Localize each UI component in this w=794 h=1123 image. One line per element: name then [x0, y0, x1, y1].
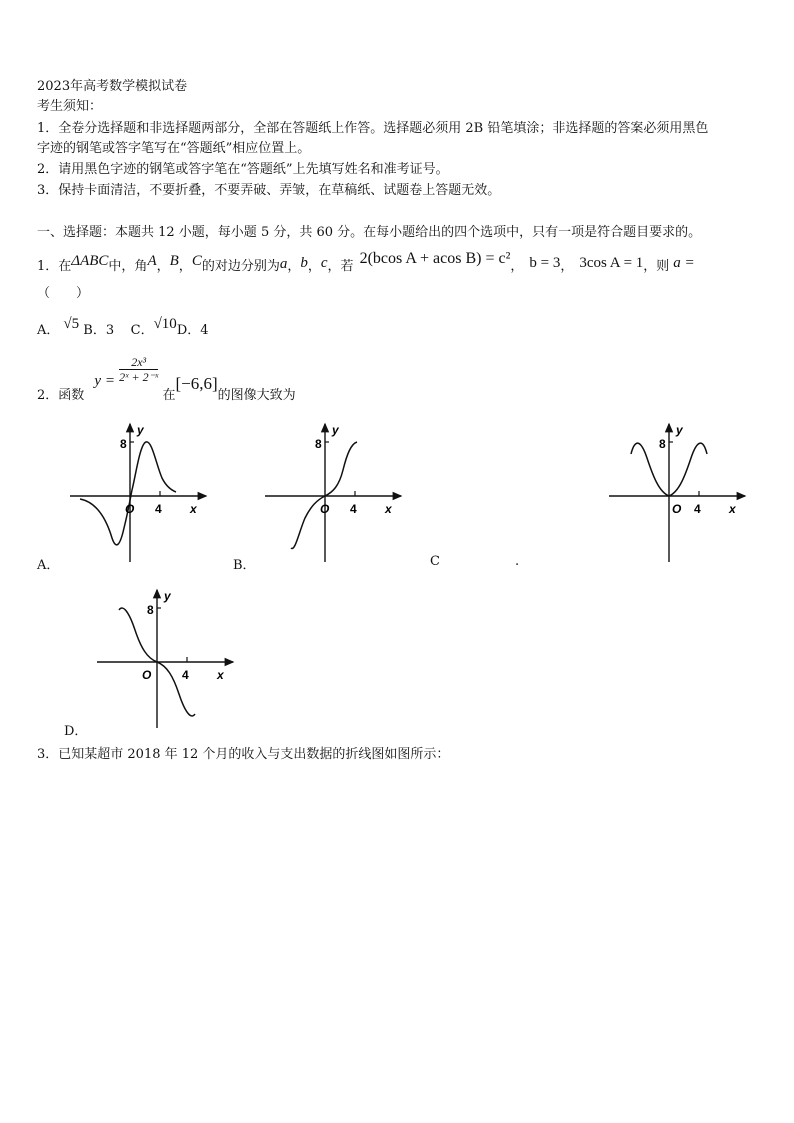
q2-formula-numerator: 2x³ [119, 355, 158, 370]
q1-text: ，若 [327, 259, 354, 274]
svg-text:y: y [137, 423, 144, 437]
graph-label-d: D． [64, 724, 88, 739]
q1-answer-var: a = [673, 255, 695, 271]
q1-side-b: b [300, 255, 308, 271]
graph-label-c: C [430, 554, 440, 569]
q2-text: 的图像大致为 [217, 388, 296, 403]
svg-text:4: 4 [694, 502, 701, 516]
q2-num: 2．函数 [37, 388, 85, 403]
question-3: 3．已知某超市 2018 年 12 个月的收入与支出数据的折线图如图所示： [37, 747, 450, 762]
q1-side-c: c [320, 255, 328, 271]
q1-triangle: ΔABC [71, 253, 109, 269]
q1-equation-2: b = 3 [529, 255, 561, 271]
graph-label-c-dot: . [515, 554, 520, 569]
graph-option-c [607, 420, 752, 569]
q1-text: 的对边分别为 [201, 259, 280, 274]
q2-text: 在 [162, 388, 176, 403]
q1-option-c: C． [130, 323, 154, 338]
q1-text: ，则 [643, 259, 670, 274]
question-1: 1．在ΔABC中，角A，B，C的对边分别为a，b，c，若 2(bcos A + acos B) = c²， b = 3， 3cos A = 1，则 a = [37, 250, 695, 274]
svg-text:O: O [125, 502, 135, 516]
svg-text:4: 4 [350, 502, 357, 516]
graph-option-a [68, 420, 213, 569]
svg-text:4: 4 [155, 502, 162, 516]
svg-text:x: x [190, 502, 197, 516]
graph-label-a: A． [37, 558, 60, 573]
svg-text:y: y [332, 423, 339, 437]
q2-interval: [−6,6] [175, 374, 218, 393]
svg-text:4: 4 [182, 668, 189, 682]
notice-2: 2．请用黑色字迹的钢笔或答字笔在“答题纸”上先填写姓名和准考证号。 [37, 162, 449, 177]
q1-option-d: D．4 [176, 323, 209, 338]
notice-1: 1．全卷分选择题和非选择题两部分，全部在答题纸上作答。选择题必须用 2B 铅笔填涂；非选择题的答案必须用黑色 [37, 121, 709, 136]
notice-title: 考生须知： [37, 99, 103, 114]
q1-option-a-value: √5 [63, 316, 80, 332]
svg-text:O: O [142, 668, 152, 682]
graph-label-b: B． [233, 558, 256, 573]
graph-option-d [95, 586, 240, 735]
q1-text: 中，角 [108, 259, 148, 274]
exam-title: 2023年高考数学模拟试卷 [37, 79, 188, 94]
q1-angle-b: B [169, 253, 179, 269]
question-2 [37, 355, 296, 403]
notice-1-cont: 字迹的钢笔或答字笔写在“答题纸”相应位置上。 [37, 141, 311, 156]
svg-text:8: 8 [659, 437, 666, 451]
svg-text:x: x [217, 668, 224, 682]
q1-equation-1: 2(bcos A + acos B) = c² [359, 250, 511, 267]
svg-text:y: y [164, 589, 171, 603]
q2-formula-lhs: y = [94, 373, 115, 389]
q1-option-c-value: √10 [153, 316, 177, 332]
q1-num: 1．在 [37, 259, 72, 274]
q1-paren: （ ） [37, 286, 90, 301]
svg-text:y: y [676, 423, 683, 437]
svg-text:O: O [672, 502, 682, 516]
q1-option-a: A． [37, 323, 60, 338]
q1-angle-c: C [191, 253, 202, 269]
notice-3: 3．保持卡面清洁，不要折叠，不要弄破、弄皱，在草稿纸、试题卷上答题无效。 [37, 183, 501, 198]
svg-text:O: O [320, 502, 330, 516]
q1-option-b: B．3 [83, 323, 115, 338]
svg-text:x: x [729, 502, 736, 516]
svg-text:8: 8 [315, 437, 322, 451]
q1-side-a: a [279, 256, 288, 272]
q1-angle-a: A [147, 253, 157, 269]
q1-options [37, 316, 209, 341]
graph-option-b [263, 420, 408, 569]
q2-formula-denominator: 2ˣ + 2⁻ˣ [119, 370, 159, 384]
svg-text:8: 8 [147, 603, 154, 617]
svg-text:x: x [385, 502, 392, 516]
svg-text:8: 8 [120, 437, 127, 451]
q2-formula-fraction [119, 355, 158, 384]
section-heading: 一、选择题：本题共 12 小题，每小题 5 分，共 60 分。在每小题给出的四个选项中，只有一项是符合题目要求的。 [37, 225, 702, 240]
q1-equation-3: 3cos A = 1 [579, 255, 644, 271]
